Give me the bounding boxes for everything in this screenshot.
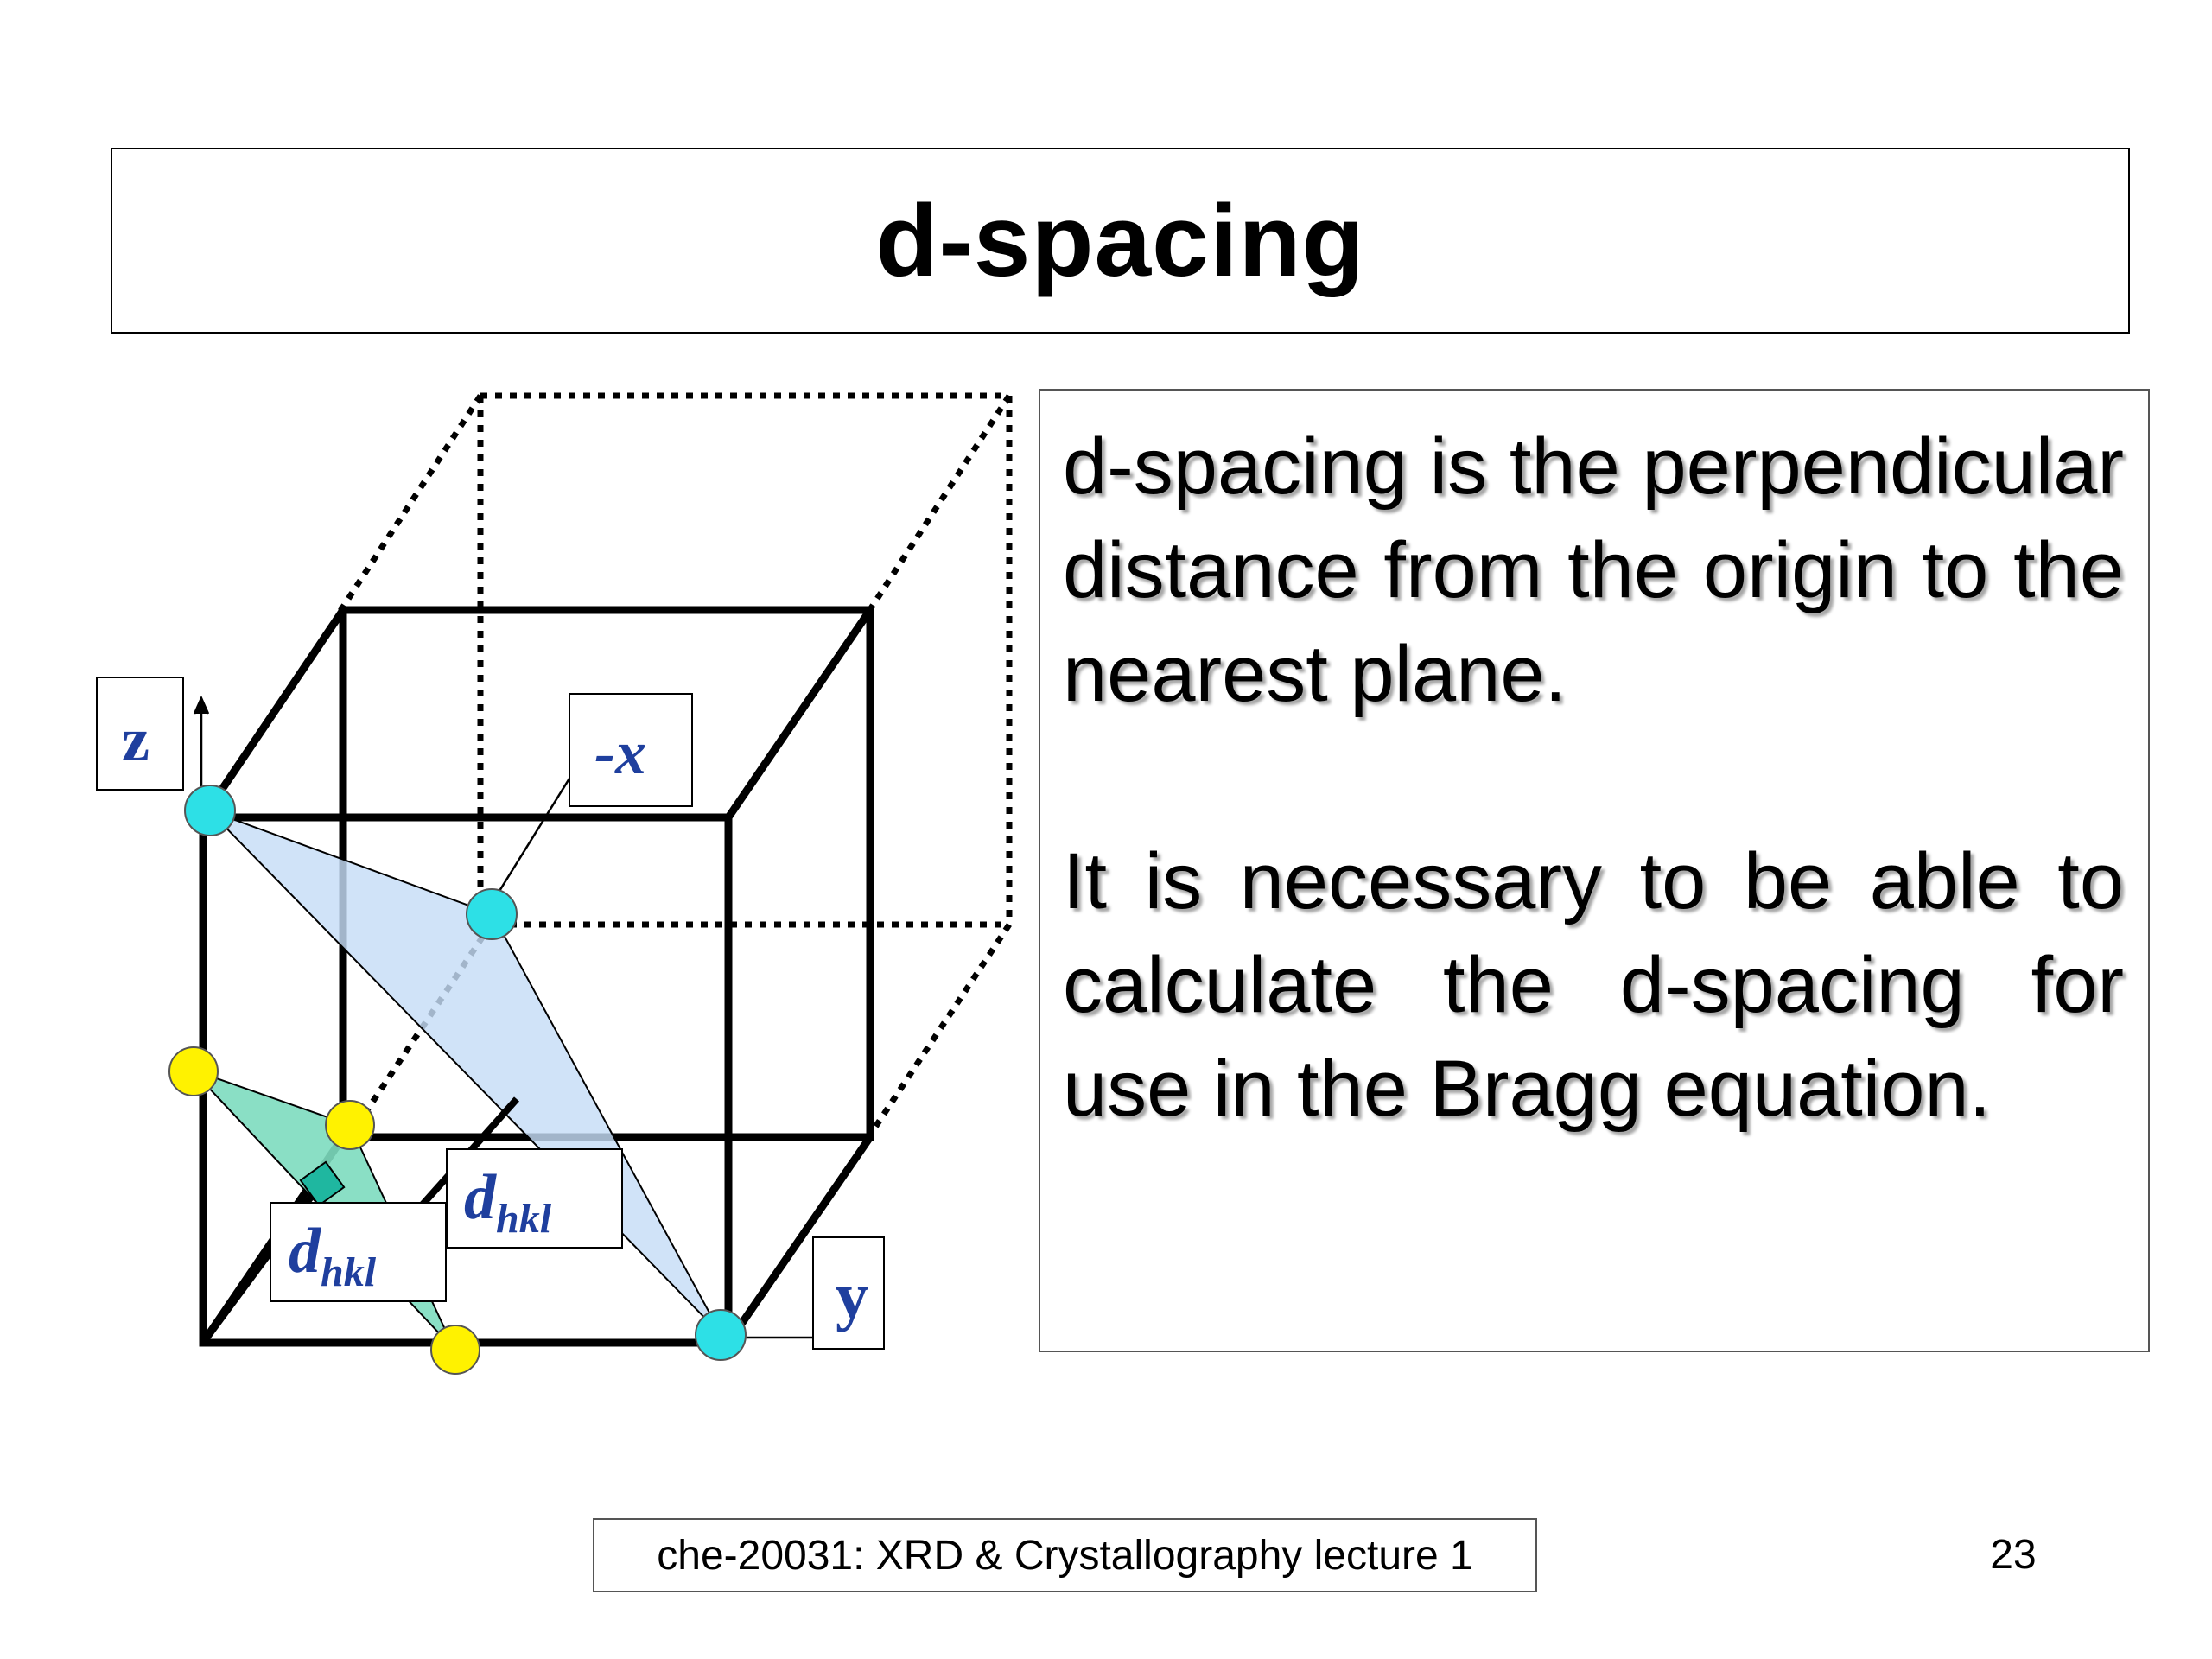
- slide-title: d-spacing: [875, 183, 1365, 298]
- dhkl-subscript: hkl: [496, 1196, 552, 1242]
- atom-inner-z: [169, 1047, 218, 1096]
- atom-x-intercept: [467, 889, 517, 939]
- definition-paragraph: d-spacing is the perpendicular distance from the origin to the nearest plane.: [1063, 423, 2124, 718]
- footer-text: che-20031: XRD & Crystallography lecture 1: [657, 1532, 1473, 1579]
- dhkl-main: d: [289, 1216, 321, 1287]
- atom-y-intercept: [696, 1310, 746, 1360]
- text-box: [1039, 389, 2150, 1352]
- footer-box: [593, 1518, 1537, 1592]
- atom-inner-x: [326, 1101, 374, 1149]
- y-axis-label: y: [836, 1260, 868, 1332]
- x-axis-label: -x: [594, 718, 646, 787]
- page-number: 23: [1990, 1532, 2037, 1578]
- bragg-paragraph: It is necessary to be able to calculate the d-spacing for use in the Bragg equation.: [1063, 837, 2124, 1133]
- dhkl-main: d: [464, 1162, 496, 1233]
- crystal-diagram: [0, 0, 1037, 1417]
- z-axis-label: z: [122, 705, 149, 774]
- atom-inner-y: [431, 1325, 480, 1374]
- atom-z-intercept: [185, 785, 235, 836]
- dhkl-subscript: hkl: [321, 1249, 377, 1295]
